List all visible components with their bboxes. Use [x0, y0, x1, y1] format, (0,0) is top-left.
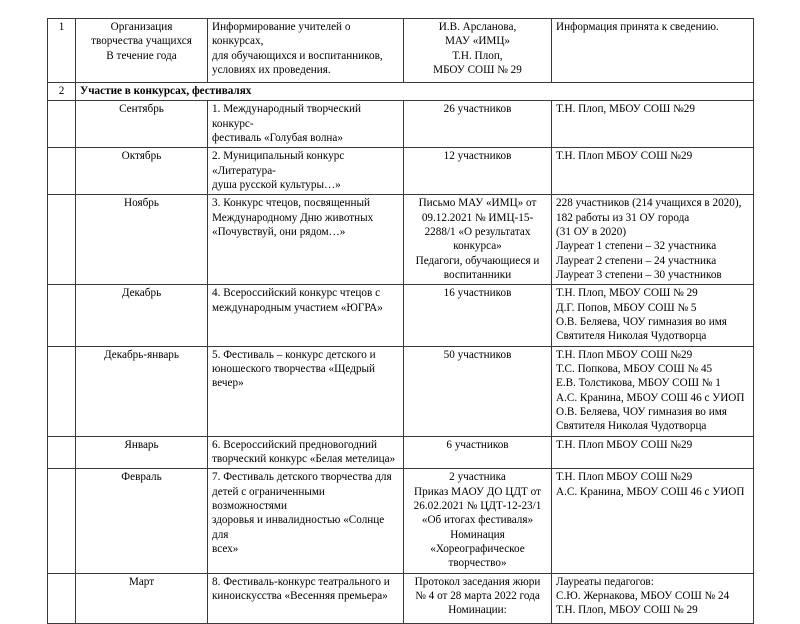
row-number: 1: [58, 21, 65, 33]
responsible-line: Т.С. Попкова, МБОУ СОШ № 45: [556, 362, 713, 375]
row-event-cell: [208, 346, 404, 436]
result-line: МАУ «ИМЦ»: [444, 35, 511, 48]
row-event-cell: [208, 19, 404, 83]
result-line: Педагоги, обучающиеся и: [415, 254, 540, 267]
result-line: «Хореографическое: [430, 542, 525, 555]
activities-table: [47, 18, 754, 624]
section-title: Участие в конкурсах, фестивалях: [80, 85, 252, 97]
row-term-cell: [76, 573, 208, 623]
row-term-cell: [76, 436, 208, 469]
event-line: Информирование учителей о конкурсах,: [212, 21, 351, 48]
term-label: Январь: [124, 438, 159, 451]
row-number-cell: [48, 19, 76, 83]
row-term-cell: [76, 101, 208, 148]
result-line: 09.12.2021 № ИМЦ-15-: [421, 211, 534, 224]
row-result-cell: [404, 436, 552, 469]
result-line: творчество»: [448, 557, 507, 570]
term-label: Февраль: [121, 471, 162, 484]
result-line: 26.02.2021 № ЦДТ-12-23/1: [413, 499, 542, 512]
result-line: Номинация: [450, 528, 505, 541]
responsible-line: (31 ОУ в 2020): [556, 225, 627, 238]
row-result-cell: [404, 346, 552, 436]
result-line: 50 участников: [443, 348, 512, 361]
section-number: 2: [58, 85, 65, 97]
result-line: 2 участника: [449, 471, 506, 484]
row-event-cell: [208, 148, 404, 195]
result-line: Протокол заседания жюри: [414, 575, 541, 588]
term-line: творчества учащихся: [91, 35, 192, 48]
table-row: [48, 436, 754, 469]
term-line: В течение года: [106, 49, 177, 62]
table-row: [48, 19, 754, 83]
row-result-cell: [404, 101, 552, 148]
responsible-line: Т.Н. Плоп МБОУ СОШ №29: [556, 438, 693, 451]
table-row: [48, 101, 754, 148]
event-line: творческий конкурс «Белая метелица»: [212, 452, 396, 465]
event-line: здоровья и инвалидностью «Солнце для: [212, 514, 385, 541]
section-number-cell: [48, 83, 76, 101]
event-line: фестиваль «Голубая волна»: [212, 131, 343, 144]
row-event-cell: [208, 101, 404, 148]
result-line: воспитанники: [443, 268, 512, 281]
event-line: 4. Всероссийский конкурс чтецов с: [212, 287, 381, 300]
result-line: Номинации:: [448, 604, 507, 617]
responsible-line: Т.Н. Плоп МБОУ СОШ №29: [556, 348, 693, 361]
row-term-cell: [76, 19, 208, 83]
table-row: [48, 285, 754, 346]
result-line: Приказ МАОУ ДО ЦДТ от: [414, 485, 541, 498]
row-responsible-cell: [552, 285, 754, 346]
table-row: [48, 469, 754, 573]
row-result-cell: [404, 285, 552, 346]
responsible-line: Е.В. Толстикова, МБОУ СОШ № 1: [556, 377, 721, 390]
event-line: 1. Международный творческий конкурс-: [212, 103, 362, 130]
responsible-line: 228 участников (214 учащихся в 2020),: [556, 197, 742, 210]
responsible-line: Святителя Николая Чудотворца: [556, 330, 707, 343]
event-line: для обучающихся и воспитанников,: [212, 49, 383, 62]
row-result-cell: [404, 148, 552, 195]
result-line: Письмо МАУ «ИМЦ» от: [418, 197, 537, 210]
row-result-cell: [404, 469, 552, 573]
responsible-line: О.В. Беляева, ЧОУ гимназия во имя: [556, 315, 727, 328]
table-body: [48, 19, 754, 624]
row-responsible-cell: [552, 101, 754, 148]
table-row: [48, 148, 754, 195]
section-title-cell: [76, 83, 754, 101]
table-row: [48, 346, 754, 436]
event-line: Международному Дню животных: [212, 211, 374, 224]
event-line: 6. Всероссийский предновогодний: [212, 438, 377, 451]
responsible-line: Т.Н. Плоп, МБОУ СОШ № 29: [556, 604, 698, 617]
result-line: 26 участников: [443, 103, 512, 116]
row-term-cell: [76, 285, 208, 346]
row-responsible-cell: [552, 573, 754, 623]
row-number-cell: [48, 469, 76, 573]
row-result-cell: [404, 573, 552, 623]
table-row: [48, 573, 754, 623]
event-line: детей с ограниченными возможностями: [212, 485, 325, 512]
term-label: Декабрь: [121, 287, 162, 300]
row-responsible-cell: [552, 436, 754, 469]
row-number-cell: [48, 346, 76, 436]
event-line: киноискусства «Весенняя премьера»: [212, 589, 388, 602]
section-row: [48, 83, 754, 101]
responsible-line: Т.Н. Плоп, МБОУ СОШ №29: [556, 103, 695, 116]
responsible-line: Лауреат 2 степени – 24 участника: [556, 254, 717, 267]
row-event-cell: [208, 469, 404, 573]
responsible-line: Т.Н. Плоп МБОУ СОШ №29: [556, 150, 693, 163]
event-line: душа русской культуры…»: [212, 178, 341, 191]
responsible-line: О.В. Беляева, ЧОУ гимназия во имя: [556, 405, 727, 418]
event-line: 2. Муниципальный конкурс «Литература-: [212, 150, 345, 177]
result-line: № 4 от 28 марта 2022 года: [415, 589, 540, 602]
responsible-line: Информация принята к сведению.: [556, 21, 719, 33]
row-term-cell: [76, 469, 208, 573]
term-label: Март: [128, 575, 155, 588]
row-number-cell: [48, 101, 76, 148]
result-line: 6 участников: [446, 438, 509, 451]
result-line: МБОУ СОШ № 29: [433, 63, 522, 76]
responsible-line: Т.Н. Плоп, МБОУ СОШ № 29: [556, 287, 698, 300]
responsible-line: А.С. Кранина, МБОУ СОШ 46 с УИОП: [556, 485, 745, 498]
result-line: 2288/1 «О результатах: [424, 225, 531, 238]
responsible-line: 182 работы из 31 ОУ города: [556, 211, 690, 224]
row-event-cell: [208, 573, 404, 623]
event-line: международным участием «ЮГРА»: [212, 301, 383, 314]
event-line: 5. Фестиваль – конкурс детского и: [212, 348, 376, 361]
row-event-cell: [208, 285, 404, 346]
responsible-line: Т.Н. Плоп МБОУ СОШ №29: [556, 471, 693, 484]
responsible-line: Святителя Николая Чудотворца: [556, 420, 707, 433]
result-line: «Об итогах фестиваля»: [421, 514, 534, 527]
event-line: всех»: [212, 542, 239, 555]
row-term-cell: [76, 195, 208, 285]
term-label: Ноябрь: [124, 197, 159, 210]
row-responsible-cell: [552, 148, 754, 195]
row-number-cell: [48, 573, 76, 623]
event-line: 3. Конкурс чтецов, посвященный: [212, 197, 371, 210]
term-label: Сентябрь: [119, 103, 164, 116]
result-line: конкурса»: [453, 240, 502, 253]
table-row: [48, 195, 754, 285]
row-number-cell: [48, 148, 76, 195]
event-line: «Почувствуй, они рядом…»: [212, 225, 346, 238]
row-term-cell: [76, 148, 208, 195]
responsible-line: Д.Г. Попов, МБОУ СОШ № 5: [556, 301, 697, 314]
result-line: Т.Н. Плоп,: [452, 49, 503, 62]
event-line: 8. Фестиваль-конкурс театрального и: [212, 575, 390, 588]
row-result-cell: [404, 19, 552, 83]
result-line: 16 участников: [443, 287, 512, 300]
row-event-cell: [208, 195, 404, 285]
event-line: юношеского творчества «Щедрый вечер»: [212, 362, 376, 390]
term-label: Декабрь-январь: [103, 348, 179, 361]
term-line: Организация: [110, 21, 173, 33]
event-line: условиях их проведения.: [212, 63, 331, 76]
row-number-cell: [48, 285, 76, 346]
row-number-cell: [48, 195, 76, 285]
row-result-cell: [404, 195, 552, 285]
responsible-line: Лауреат 1 степени – 32 участника: [556, 240, 717, 253]
term-label: Октябрь: [121, 150, 162, 163]
row-term-cell: [76, 346, 208, 436]
result-line: 12 участников: [443, 150, 512, 163]
responsible-line: С.Ю. Жернакова, МБОУ СОШ № 24: [556, 589, 730, 602]
result-line: И.В. Арсланова,: [438, 21, 517, 33]
row-responsible-cell: [552, 19, 754, 83]
event-line: 7. Фестиваль детского творчества для: [212, 471, 392, 484]
responsible-line: А.С. Кранина, МБОУ СОШ 46 с УИОП: [556, 391, 745, 404]
row-responsible-cell: [552, 346, 754, 436]
row-event-cell: [208, 436, 404, 469]
row-responsible-cell: [552, 469, 754, 573]
responsible-line: Лауреат 3 степени – 30 участников: [556, 268, 722, 281]
row-responsible-cell: [552, 195, 754, 285]
row-number-cell: [48, 436, 76, 469]
responsible-line: Лауреаты педагогов:: [556, 575, 654, 588]
